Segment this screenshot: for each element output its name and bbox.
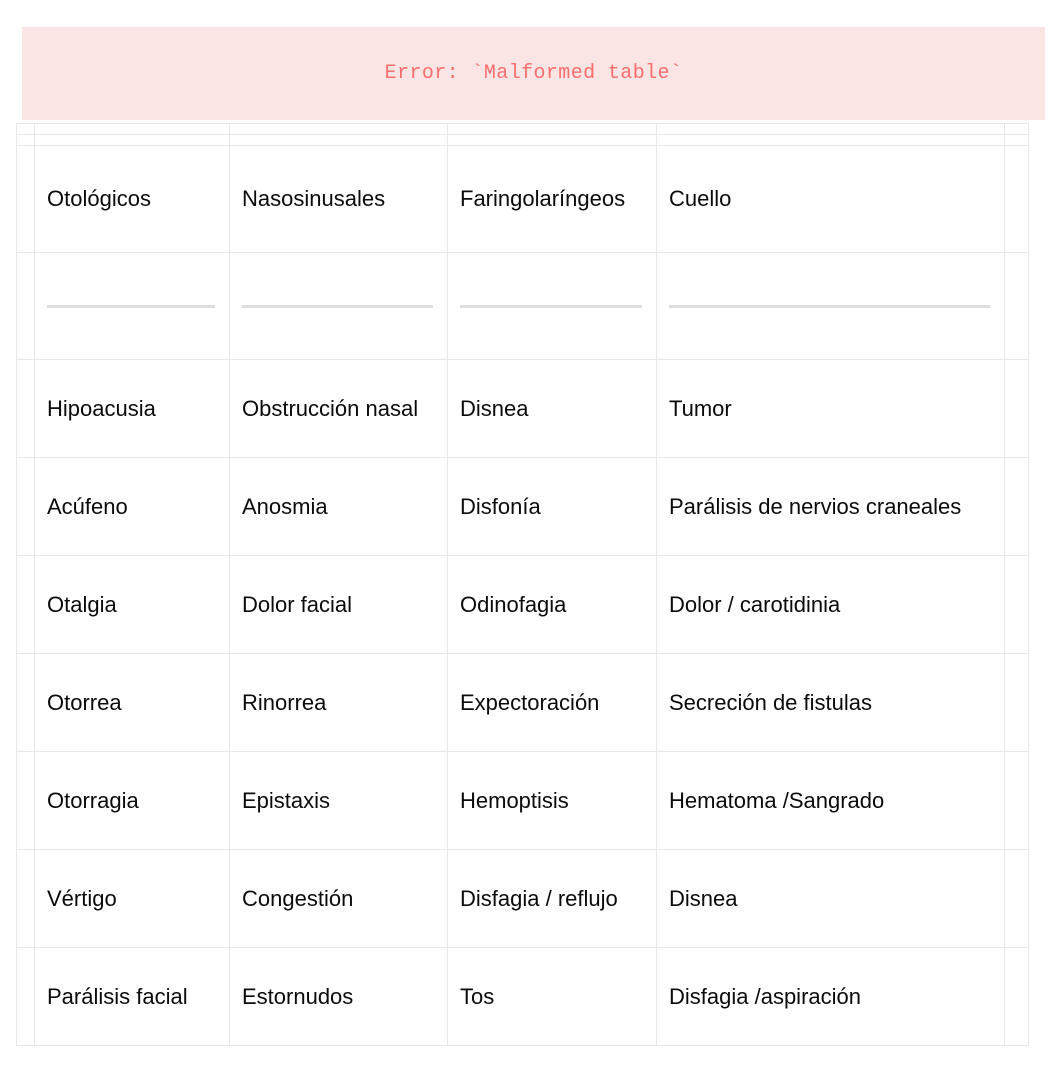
cell-text: Hematoma /Sangrado [669,787,885,813]
table-cell [448,948,657,1046]
cell-text: Disfonía [460,493,541,519]
separator-dash [242,305,433,308]
cell-text: Rinorrea [242,689,327,715]
spacer-cell [448,124,657,135]
table-row [17,850,1029,948]
spacer-cell [230,135,448,146]
header-label: Nasosinusales [242,186,386,211]
cell-text: Hemoptisis [460,787,569,813]
table-cell [230,948,448,1046]
table-cell [230,654,448,752]
header-label: Cuello [669,186,732,211]
row-tail-cell [1005,253,1029,360]
cell-text: Tumor [669,395,732,421]
cell-text: Hipoacusia [47,395,156,421]
table-row [17,752,1029,850]
table-cell [657,850,1005,948]
table-row [17,948,1029,1046]
cell-text: Congestión [242,885,354,911]
table-header-row [17,146,1029,253]
separator-cell [657,253,1005,360]
row-gutter-cell [17,146,35,253]
table-cell [230,360,448,458]
row-tail-cell [1005,752,1029,850]
table-cell [448,556,657,654]
separator-cell [35,253,230,360]
separator-dash [669,305,990,308]
spacer-cell [448,135,657,146]
table-row [17,556,1029,654]
table-row [17,360,1029,458]
table-cell [230,752,448,850]
spacer-cell [35,135,230,146]
table-header-cell [230,146,448,253]
table-cell [448,752,657,850]
cell-text: Disfagia / reflujo [460,885,618,911]
row-gutter-cell [17,850,35,948]
table-cell [35,752,230,850]
error-banner [22,27,1045,120]
row-gutter-cell [17,360,35,458]
row-tail-cell [1005,360,1029,458]
cell-text: Otalgia [47,591,117,617]
table-cell [35,360,230,458]
table-cell [35,556,230,654]
cell-text: Parálisis facial [47,983,188,1009]
spacer-cell [230,124,448,135]
table-cell [657,654,1005,752]
separator-cell [448,253,657,360]
table-cell [230,458,448,556]
header-label: Faringolaríngeos [460,186,626,211]
cell-text: Disnea [669,885,738,911]
table-separator-row [17,253,1029,360]
separator-dash [460,305,642,308]
cell-text: Disfagia /aspiración [669,983,861,1009]
row-tail-cell [1005,948,1029,1046]
cell-text: Estornudos [242,983,354,1009]
cell-text: Disnea [460,395,529,421]
row-gutter-cell [17,556,35,654]
table-cell [657,752,1005,850]
table-spacer-row [17,135,1029,146]
row-gutter-cell [17,654,35,752]
table-container [16,123,1028,1046]
spacer-cell [657,124,1005,135]
table-cell [657,360,1005,458]
table-cell [448,850,657,948]
row-tail-cell [1005,556,1029,654]
spacer-cell [657,135,1005,146]
table-cell [35,850,230,948]
table-header-cell [657,146,1005,253]
cell-text: Anosmia [242,493,328,519]
table-cell [657,556,1005,654]
table-header-cell [448,146,657,253]
row-tail-cell [1005,146,1029,253]
cell-text: Dolor facial [242,591,353,617]
cell-text: Secreción de fistulas [669,689,872,715]
cell-text: Obstrucción nasal [242,395,419,421]
spacer-cell [1005,135,1029,146]
table-spacer-row [17,124,1029,135]
cell-text: Epistaxis [242,787,331,813]
cell-text: Dolor / carotidinia [669,591,841,617]
table-cell [448,360,657,458]
spacer-cell [17,124,35,135]
error-banner-message: Error: `Malformed table` [384,62,683,85]
cell-text: Odinofagia [460,591,567,617]
table-row [17,654,1029,752]
table-cell [657,948,1005,1046]
separator-cell [230,253,448,360]
row-gutter-cell [17,458,35,556]
row-gutter-cell [17,253,35,360]
spacer-cell [1005,124,1029,135]
malformed-table [16,123,1029,1046]
row-tail-cell [1005,850,1029,948]
cell-text: Otorrea [47,689,122,715]
table-cell [35,458,230,556]
row-gutter-cell [17,948,35,1046]
separator-dash [47,305,215,308]
table-cell [35,948,230,1046]
table-cell [448,654,657,752]
table-cell [657,458,1005,556]
table-cell [230,850,448,948]
spacer-cell [35,124,230,135]
row-tail-cell [1005,458,1029,556]
row-gutter-cell [17,752,35,850]
cell-text: Otorragia [47,787,139,813]
table-row [17,458,1029,556]
table-header-cell [35,146,230,253]
cell-text: Parálisis de nervios craneales [669,493,962,519]
table-cell [35,654,230,752]
table-cell [230,556,448,654]
cell-text: Vértigo [47,885,117,911]
header-label: Otológicos [47,186,151,211]
cell-text: Acúfeno [47,493,128,519]
cell-text: Tos [460,983,495,1009]
table-body [17,124,1029,1046]
cell-text: Expectoración [460,689,600,715]
table-cell [448,458,657,556]
row-tail-cell [1005,654,1029,752]
spacer-cell [17,135,35,146]
